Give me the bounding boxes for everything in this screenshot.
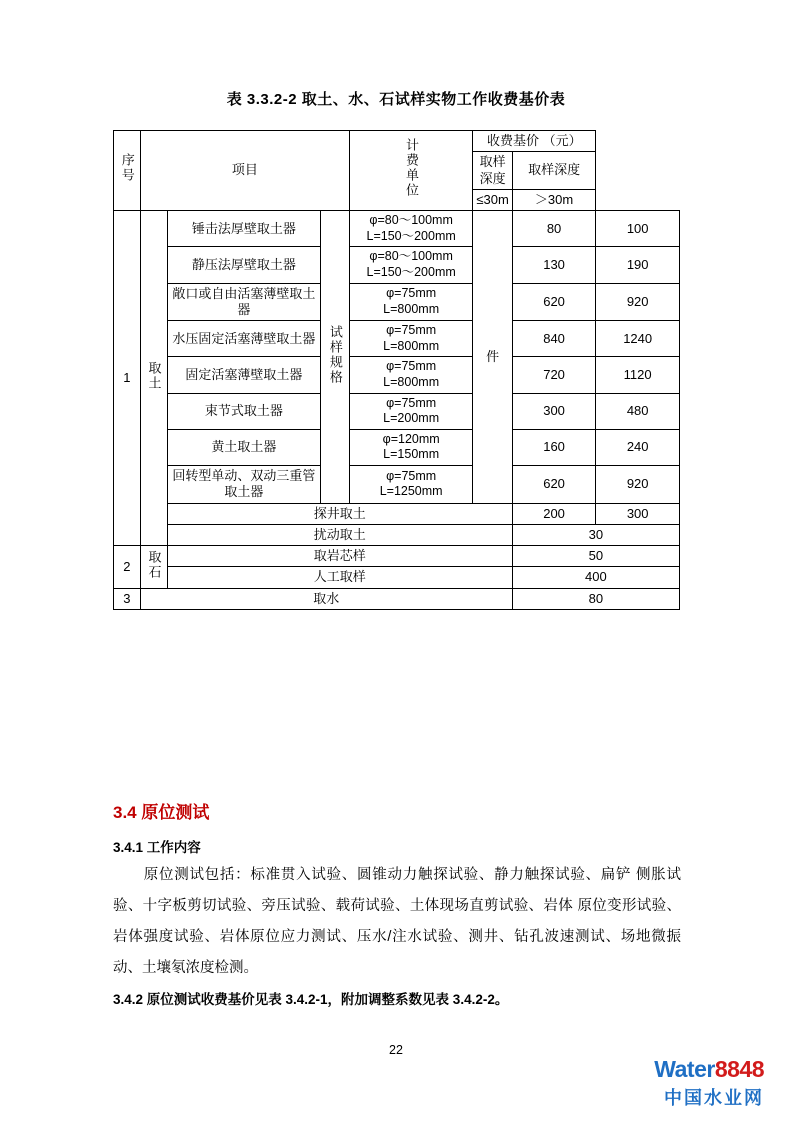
table-row [114, 247, 680, 283]
row-fee-le30: 300 [512, 393, 596, 429]
row-fee-gt30: 190 [596, 247, 680, 283]
row-fee-gt30: 480 [596, 393, 680, 429]
body-paragraph [113, 860, 681, 984]
table-row [114, 503, 680, 524]
row-fee-merged: 30 [512, 524, 679, 545]
table-row [114, 567, 680, 588]
row-item-name: 探井取土 [167, 503, 512, 524]
table-row [114, 393, 680, 429]
section-heading: 3.4 原位测试 [113, 803, 210, 822]
watermark [654, 1056, 764, 1110]
row-spec: φ=80～100mm L=150～200mm [349, 247, 472, 283]
row-fee-le30: 840 [512, 321, 596, 357]
row-fee-gt30: 1120 [596, 357, 680, 393]
table-row [114, 283, 680, 321]
row-fee-le30: 80 [512, 211, 596, 247]
header-fee-group: 收费基价 （元） [473, 131, 596, 152]
row-spec: φ=80～100mm L=150～200mm [349, 211, 472, 247]
row-spec: φ=75mm L=800mm [349, 321, 472, 357]
table-row [114, 546, 680, 567]
watermark-brand: Water8848 [654, 1056, 764, 1082]
row-fee-merged: 400 [512, 567, 679, 588]
body-paragraph-text: 原位测试包括：标准贯入试验、圆锥动力触探试验、静力触探试验、扁铲 侧胀试验、十字板剪切试验、旁压试验、载荷试验、土体现场直剪试验、岩体 原位变形试验、岩体强度试验、岩体原位应力测试、压水/注水试验、测井、钻孔波速测试、场地微振动、土壤氡浓度检测。 [113, 867, 681, 976]
table-row [114, 357, 680, 393]
row-fee-le30: 160 [512, 429, 596, 465]
page-number: 22 [389, 1043, 403, 1057]
table-row [114, 466, 680, 504]
row-fee-merged: 50 [512, 546, 679, 567]
row-seq: 3 [114, 588, 141, 609]
row-spec: φ=75mm L=800mm [349, 357, 472, 393]
row-item-name: 锤击法厚壁取土器 [167, 211, 321, 247]
fee-table [113, 130, 680, 610]
header-unit: 计费单位 [349, 131, 472, 211]
row-spec-label: 试样规格 [321, 211, 350, 504]
table-row [114, 321, 680, 357]
row-fee-le30: 620 [512, 283, 596, 321]
row-spec: φ=75mm L=200mm [349, 393, 472, 429]
table-header-row [114, 131, 680, 152]
header-depth-le: 取样深度 [473, 152, 512, 190]
header-seq: 序号 [114, 131, 141, 211]
row-fee-gt30: 100 [596, 211, 680, 247]
table-row [114, 211, 680, 247]
row-item-name: 静压法厚壁取土器 [167, 247, 321, 283]
subsection-heading-fee-reference: 3.4.2 原位测试收费基价见表 3.4.2-1，附加调整系数见表 3.4.2-2。 [113, 992, 509, 1007]
row-fee-le30: 200 [512, 503, 596, 524]
header-item: 项目 [140, 131, 349, 211]
row-item-name: 人工取样 [167, 567, 512, 588]
row-seq: 1 [114, 211, 141, 546]
row-item-name: 水压固定活塞薄壁取土器 [167, 321, 321, 357]
watermark-cn: 中国水业网 [664, 1088, 764, 1108]
row-fee-le30: 620 [512, 466, 596, 504]
row-fee-merged: 80 [512, 588, 679, 609]
row-fee-gt30: 920 [596, 283, 680, 321]
row-category: 取水 [140, 588, 512, 609]
row-category: 取石 [140, 546, 167, 589]
row-item-name: 取岩芯样 [167, 546, 512, 567]
row-item-name: 固定活塞薄壁取土器 [167, 357, 321, 393]
row-item-name: 束节式取土器 [167, 393, 321, 429]
row-fee-gt30: 300 [596, 503, 680, 524]
row-item-name: 敞口或自由活塞薄壁取土器 [167, 283, 321, 321]
row-fee-gt30: 240 [596, 429, 680, 465]
row-fee-gt30: 1240 [596, 321, 680, 357]
row-category: 取土 [140, 211, 167, 546]
header-depth-le-value: ≤30m [473, 189, 512, 210]
row-fee-le30: 720 [512, 357, 596, 393]
row-spec: φ=75mm L=800mm [349, 283, 472, 321]
row-seq: 2 [114, 546, 141, 589]
header-depth-gt: 取样深度 [512, 152, 596, 190]
row-item-name: 黄土取土器 [167, 429, 321, 465]
row-spec: φ=75mm L=1250mm [349, 466, 472, 504]
table-row [114, 524, 680, 545]
row-unit: 件 [473, 211, 512, 504]
subsection-heading-work-content: 3.4.1 工作内容 [113, 840, 201, 855]
row-spec: φ=120mm L=150mm [349, 429, 472, 465]
table-row [114, 588, 680, 609]
row-item-name: 扰动取土 [167, 524, 512, 545]
header-depth-gt-value: ＞30m [512, 189, 596, 210]
row-fee-le30: 130 [512, 247, 596, 283]
row-item-name: 回转型单动、双动三重管取土器 [167, 466, 321, 504]
table-row [114, 429, 680, 465]
table-title: 表 3.3.2-2 取土、水、石试样实物工作收费基价表 [226, 91, 566, 108]
row-fee-gt30: 920 [596, 466, 680, 504]
